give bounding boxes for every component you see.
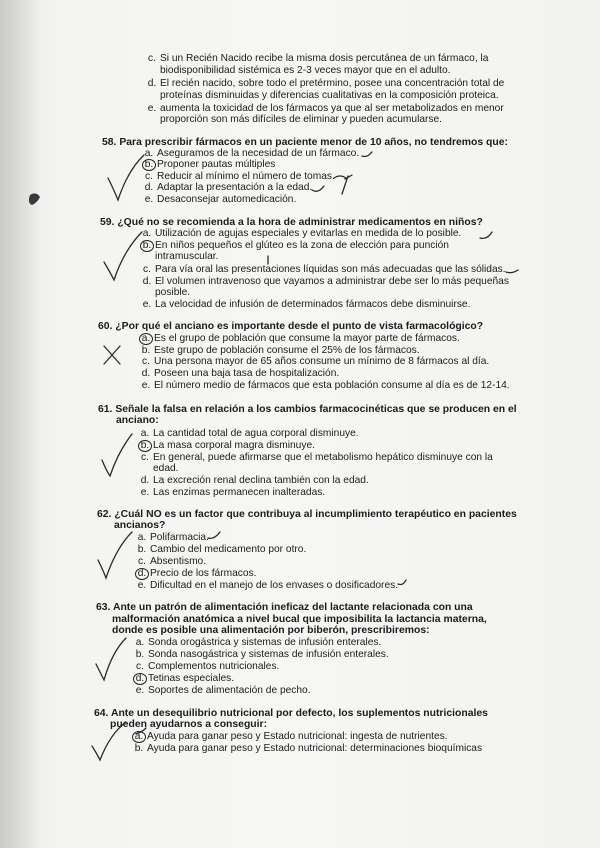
question-63-title-line2: malformación anatómica a nivel bucal que imposibilita la lactancia materna, <box>112 614 487 625</box>
prev-option-c <box>148 53 489 64</box>
option-letter-circled: b. <box>140 240 154 252</box>
option-text: Utilización de agujas especiales y evitarlas en medida de lo posible. <box>155 228 462 239</box>
option-letter: b. <box>135 649 145 660</box>
q63-option-b <box>135 649 389 660</box>
option-text: Complementos nutricionales. <box>148 661 280 672</box>
q64-option-a <box>134 730 448 742</box>
option-letter: e. <box>137 580 147 591</box>
option-letter: c. <box>145 171 153 182</box>
q59-option-d <box>142 276 509 287</box>
question-64-title: 64. Ante un desequilibrio nutricional por defecto, los suplementos nutricionales <box>94 708 488 719</box>
q58-option-e <box>144 194 297 205</box>
q58-option-a <box>144 148 360 159</box>
option-letter: c. <box>138 556 146 567</box>
question-61-title-line2: anciano: <box>116 415 159 426</box>
option-letter: c. <box>143 264 151 275</box>
option-letter: e. <box>140 487 150 498</box>
question-59-title: 59. ¿Qué no se recomienda a la hora de administrar medicamentos en niños? <box>100 217 483 228</box>
q60-option-e <box>141 380 510 391</box>
question-60-title: 60. ¿Por qué el anciano es importante desde el punto de vista farmacológico? <box>98 321 484 332</box>
q58-option-b <box>144 158 276 170</box>
option-text: Es el grupo de población que consume la mayor parte de fármacos. <box>154 333 460 344</box>
option-letter: e. <box>144 194 154 205</box>
option-letter-circled: b. <box>138 440 152 452</box>
q58-option-d <box>144 182 313 193</box>
q61-option-b <box>140 439 315 451</box>
option-text: Sonda nasogástrica y sistemas de infusión enterales. <box>148 649 389 660</box>
q61-option-a <box>140 428 359 439</box>
q61-option-d <box>140 475 369 486</box>
option-text: proporción son más difíciles de eliminar y pueden acumularse. <box>160 114 442 125</box>
option-text: Absentismo. <box>150 556 207 567</box>
option-letter: b. <box>137 544 147 555</box>
option-text: La velocidad de infusión de determinados fármacos debe disminuirse. <box>155 299 471 310</box>
option-text: edad. <box>153 463 179 474</box>
option-text: biodisponibilidad sistémica es 2-3 veces mayor que en el adulto. <box>160 65 451 76</box>
option-text: Una persona mayor de 65 años consume un mínimo de 8 fármacos al día. <box>154 356 490 367</box>
option-letter: c. <box>141 452 149 463</box>
option-text: Desaconsejar automedicación. <box>157 194 297 205</box>
option-text: Polifarmacia. <box>150 532 209 543</box>
option-text: El recién nacido, sobre todo el pretérmino, posee una concentración total de <box>160 78 505 89</box>
q64-option-b <box>134 743 483 754</box>
q59-option-a <box>142 228 462 239</box>
q59-option-e <box>142 299 471 310</box>
option-letter: d. <box>147 78 157 89</box>
option-letter: e. <box>142 299 152 310</box>
prev-option-d <box>147 78 505 89</box>
option-letter: a. <box>135 637 145 648</box>
option-text: Para vía oral las presentaciones líquidas son más adecuadas que las sólidas. <box>155 264 506 275</box>
option-text: Aseguramos de la necesidad de un fármaco. <box>157 148 360 159</box>
option-text: Sonda orogástrica y sistemas de infusión enterales. <box>148 637 382 648</box>
q62-option-e <box>137 580 399 591</box>
question-63-title-line3: donde es posible una alimentación por biberón, prescribiremos: <box>112 625 430 636</box>
question-62-title-line2: ancianos? <box>114 520 166 531</box>
q63-option-a <box>135 637 382 648</box>
option-text: Adaptar la presentación a la edad. <box>157 182 313 193</box>
q58-option-c <box>145 171 335 182</box>
option-text: La masa corporal magra disminuye. <box>153 440 315 451</box>
option-letter-circled: a. <box>132 731 146 743</box>
q61-option-c <box>141 452 493 463</box>
option-letter: d. <box>144 182 154 193</box>
q62-option-a <box>137 532 209 543</box>
option-text: La excreción renal declina también con la edad. <box>153 475 369 486</box>
option-letter: d. <box>142 276 152 287</box>
q59-option-b-line2 <box>155 251 218 262</box>
option-text: Tetinas especiales. <box>148 673 235 684</box>
option-text: Las enzimas permanecen inalteradas. <box>153 487 326 498</box>
prev-option-d-line2 <box>160 90 499 101</box>
question-62-title: 62. ¿Cuál NO es un factor que contribuya al incumplimiento terapéutico en pacientes <box>97 509 517 520</box>
q59-option-b <box>142 239 449 251</box>
option-text: Proponer pautas múltiples <box>157 159 276 170</box>
q60-option-b <box>141 345 420 356</box>
prev-option-c-line2 <box>160 65 451 76</box>
q62-option-d <box>137 567 257 579</box>
option-text: Ayuda para ganar peso y Estado nutricional: determinaciones bioquímicas <box>147 743 483 754</box>
option-text: En niños pequeños el glúteo es la zona de elección para punción <box>155 240 449 251</box>
option-letter: a. <box>137 532 147 543</box>
question-61-title: 61. Señale la falsa en relación a los cambios farmacocinéticas que se producen en el <box>98 404 517 415</box>
q62-option-c <box>138 556 207 567</box>
option-letter-circled: d. <box>135 568 149 580</box>
option-letter: d. <box>140 475 150 486</box>
option-letter: e. <box>141 380 151 391</box>
option-letter: a. <box>140 428 150 439</box>
option-letter-circled: b. <box>142 159 156 171</box>
option-letter: a. <box>142 228 152 239</box>
option-text: posible. <box>155 287 191 298</box>
option-text: El volumen intravenoso que vayamos a administrar debe ser lo más pequeñas <box>155 276 509 287</box>
option-text: Si un Recién Nacido recibe la misma dosis percutánea de un fármaco, la <box>160 53 489 64</box>
option-text: Cambio del medicamento por otro. <box>150 544 307 555</box>
q63-option-e <box>135 685 311 696</box>
option-text: Precio de los fármacos. <box>150 568 257 579</box>
option-text: En general, puede afirmarse que el metabolismo hepático disminuye con la <box>153 452 493 463</box>
option-text: aumenta la toxicidad de los fármacos ya que al ser metabolizados en menor <box>160 103 504 114</box>
option-letter: e. <box>147 103 157 114</box>
q59-option-d-line2 <box>155 287 190 298</box>
option-text: Ayuda para ganar peso y Estado nutricional: ingesta de nutrientes. <box>147 731 448 742</box>
q61-option-e <box>140 487 326 498</box>
option-letter: d. <box>141 368 151 379</box>
q61-option-c-line2 <box>153 463 179 474</box>
q60-option-a <box>141 332 460 344</box>
option-text: Poseen una baja tasa de hospitalización. <box>154 368 340 379</box>
option-text: intramuscular. <box>155 251 219 262</box>
option-text: Este grupo de población consume el 25% de los fármacos. <box>154 345 420 356</box>
option-letter: c. <box>148 53 156 64</box>
q63-option-d <box>135 672 235 684</box>
prev-option-e <box>147 103 504 114</box>
question-58-title: 58. Para prescribir fármacos en un paciente menor de 10 años, no tendremos que: <box>102 137 508 148</box>
option-letter: c. <box>142 356 150 367</box>
option-letter: c. <box>136 661 144 672</box>
option-text: Soportes de alimentación de pecho. <box>148 685 311 696</box>
option-letter: b. <box>134 743 144 754</box>
prev-option-e-line2 <box>160 114 442 125</box>
option-text: proteínas disminuidas y diferencias cualitativas en la composición proteica. <box>160 90 499 101</box>
question-64-title-line2: pueden ayudarnos a conseguir: <box>110 719 268 730</box>
q60-option-c <box>142 356 490 367</box>
option-letter-circled: a. <box>139 333 153 345</box>
option-letter-circled: d. <box>133 673 147 685</box>
q63-option-c <box>136 661 280 672</box>
option-text: Dificultad en el manejo de los envases o dosificadores. <box>150 580 399 591</box>
question-63-title: 63. Ante un patrón de alimentación ineficaz del lactante relacionada con una <box>96 602 473 613</box>
option-letter: a. <box>144 148 154 159</box>
option-text: El número medio de fármacos que esta población consume al día es de 12-14. <box>154 380 510 391</box>
option-letter: b. <box>141 345 151 356</box>
q59-option-c <box>143 264 506 275</box>
option-text: La cantidad total de agua corporal disminuye. <box>153 428 359 439</box>
option-text: Reducir al mínimo el número de tomas. <box>157 171 335 182</box>
q60-option-d <box>141 368 340 379</box>
option-letter: e. <box>135 685 145 696</box>
q62-option-b <box>137 544 307 555</box>
